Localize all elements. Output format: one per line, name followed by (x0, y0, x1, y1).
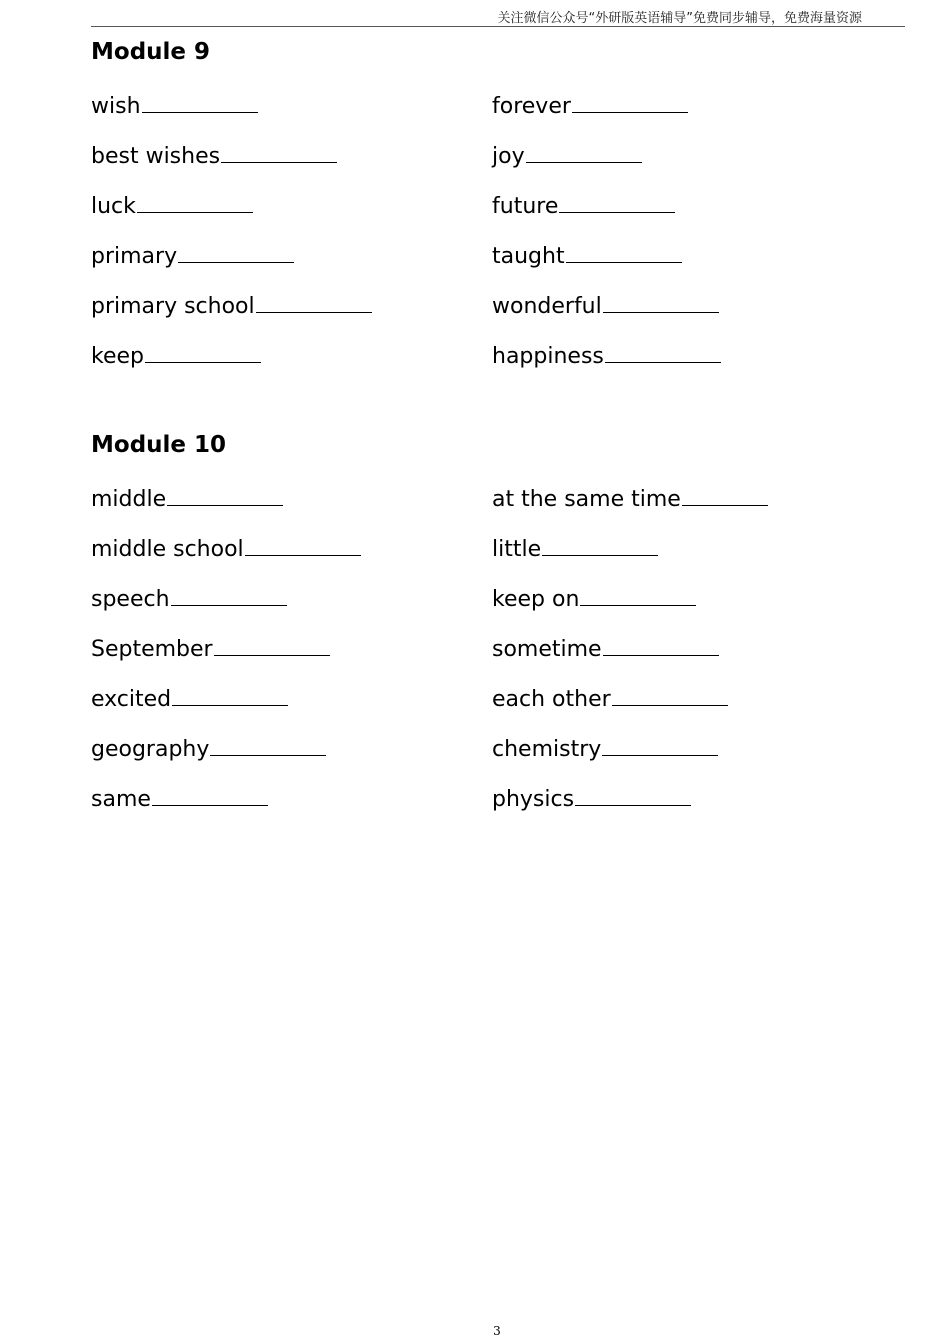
vocab-word: keep (91, 344, 144, 369)
answer-blank[interactable] (214, 635, 330, 656)
vocab-item (492, 292, 719, 318)
page-number: 3 (493, 1324, 501, 1338)
vocab-item (492, 242, 682, 268)
vocab-word: future (492, 194, 559, 219)
answer-blank[interactable] (603, 635, 719, 656)
vocab-item (91, 585, 287, 611)
vocab-word: middle school (91, 537, 244, 562)
module-10-title: Module 10 (91, 432, 227, 458)
header-divider (91, 26, 905, 27)
vocab-item (91, 685, 288, 711)
vocab-item (492, 785, 691, 811)
vocab-word: each other (492, 687, 611, 712)
vocab-item (91, 342, 261, 368)
vocab-item (492, 735, 718, 761)
answer-blank[interactable] (171, 585, 287, 606)
answer-blank[interactable] (245, 535, 361, 556)
answer-blank[interactable] (145, 342, 261, 363)
answer-blank[interactable] (152, 785, 268, 806)
header-banner-text: 关注微信公众号“外研版英语辅导”免费同步辅导，免费海量资源 (497, 11, 862, 26)
vocab-item (91, 192, 253, 218)
vocab-word: happiness (492, 344, 604, 369)
answer-blank[interactable] (256, 292, 372, 313)
answer-blank[interactable] (566, 242, 682, 263)
vocab-word: best wishes (91, 144, 221, 169)
vocab-item (492, 685, 728, 711)
vocab-item (492, 535, 658, 561)
answer-blank[interactable] (605, 342, 721, 363)
vocab-word: luck (91, 194, 136, 219)
answer-blank[interactable] (572, 92, 688, 113)
vocab-word: sometime (492, 637, 602, 662)
vocab-word: speech (91, 587, 170, 612)
answer-blank[interactable] (580, 585, 696, 606)
vocab-word: geography (91, 737, 210, 762)
vocab-item (492, 342, 721, 368)
vocab-word: physics (492, 787, 575, 812)
answer-blank[interactable] (172, 685, 288, 706)
vocab-word: taught (492, 244, 565, 269)
vocab-item (91, 485, 283, 511)
vocab-word: chemistry (492, 737, 602, 762)
vocab-item (91, 92, 258, 118)
answer-blank[interactable] (137, 192, 253, 213)
vocab-item (91, 635, 330, 661)
answer-blank[interactable] (575, 785, 691, 806)
vocab-word: wish (91, 94, 141, 119)
answer-blank[interactable] (682, 485, 768, 506)
answer-blank[interactable] (167, 485, 283, 506)
vocab-word: keep on (492, 587, 580, 612)
vocab-word: joy (492, 144, 525, 169)
answer-blank[interactable] (178, 242, 294, 263)
answer-blank[interactable] (142, 92, 258, 113)
vocab-item (91, 292, 372, 318)
vocab-item (91, 142, 337, 168)
vocab-item (492, 92, 688, 118)
vocab-item (492, 485, 768, 511)
vocab-item (91, 535, 361, 561)
vocab-item (91, 735, 326, 761)
vocab-word: same (91, 787, 151, 812)
answer-blank[interactable] (602, 735, 718, 756)
answer-blank[interactable] (559, 192, 675, 213)
vocab-word: forever (492, 94, 571, 119)
vocab-word: primary school (91, 294, 255, 319)
vocab-item (492, 585, 696, 611)
answer-blank[interactable] (221, 142, 337, 163)
vocab-item (492, 192, 675, 218)
vocab-item (492, 635, 719, 661)
vocab-word: wonderful (492, 294, 602, 319)
vocab-word: September (91, 637, 213, 662)
vocab-item (91, 785, 268, 811)
vocab-word: little (492, 537, 542, 562)
answer-blank[interactable] (612, 685, 728, 706)
vocab-word: at the same time (492, 487, 681, 512)
vocab-item (492, 142, 642, 168)
answer-blank[interactable] (210, 735, 326, 756)
vocab-item (91, 242, 294, 268)
module-9-title: Module 9 (91, 39, 211, 65)
answer-blank[interactable] (526, 142, 642, 163)
answer-blank[interactable] (603, 292, 719, 313)
vocab-word: excited (91, 687, 172, 712)
answer-blank[interactable] (542, 535, 658, 556)
vocab-word: primary (91, 244, 178, 269)
vocab-word: middle (91, 487, 167, 512)
